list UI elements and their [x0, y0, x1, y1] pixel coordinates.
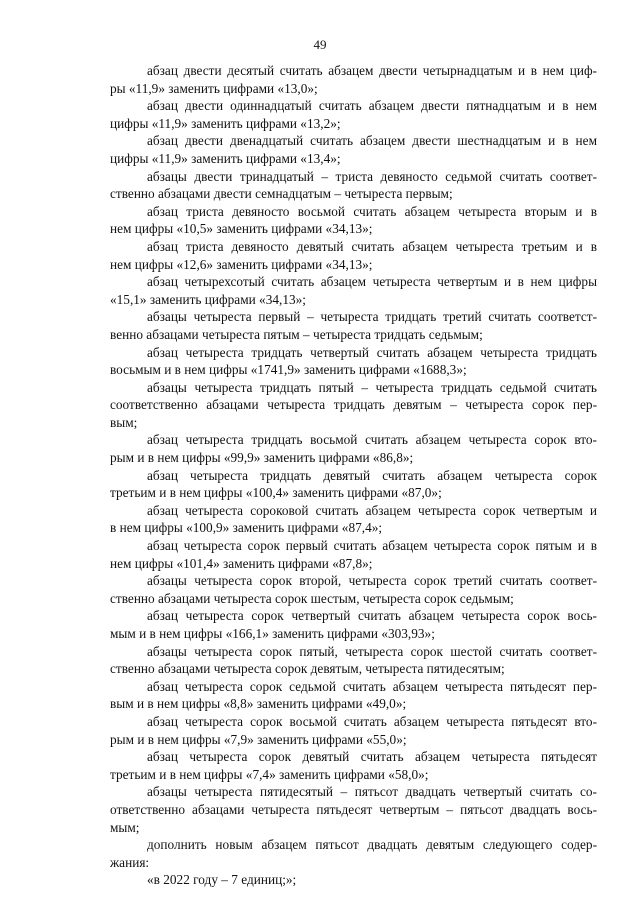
paragraph-line: ственно абзацами двести семнадцатым – четыреста первым;	[110, 186, 453, 202]
paragraph-line: жания:	[110, 854, 150, 870]
paragraph-line: абзац четырехсотый считать абзацем четыреста четвертым и в нем цифры	[147, 274, 597, 290]
paragraph	[110, 431, 597, 466]
paragraph-line: восьмым и в нем цифры «1741,9» заменить цифрами «1688,3»;	[110, 362, 467, 378]
paragraph-line: третьим и в нем цифры «100,4» заменить цифрами «87,0»;	[110, 485, 442, 501]
paragraph-line: нем цифры «10,5» заменить цифрами «34,13»;	[110, 221, 373, 237]
paragraph	[110, 713, 597, 748]
paragraph-line: цифры «11,9» заменить цифрами «13,2»;	[110, 115, 341, 131]
paragraph	[110, 238, 597, 273]
paragraph-line: ственно абзацами четыреста сорок девятым, четыреста пятидесятым;	[110, 661, 505, 677]
paragraph-line: абзацы четыреста сорок пятый, четыреста сорок шестой считать соответ-	[147, 643, 597, 659]
paragraph-line: венно абзацами четыреста пятым – четыреста тридцать седьмым;	[110, 326, 483, 342]
paragraph	[110, 678, 597, 713]
paragraph-line: нем цифры «12,6» заменить цифрами «34,13»;	[110, 256, 373, 272]
paragraph-line: абзац двести одиннадцатый считать абзацем двести пятнадцатым и в нем	[147, 98, 597, 114]
paragraph	[110, 643, 597, 678]
paragraph	[110, 379, 597, 432]
paragraph-line: соответственно абзацами четыреста тридцать девятым – четыреста сорок пер-	[110, 397, 597, 413]
paragraph-line: мым и в нем цифры «166,1» заменить цифрами «303,93»;	[110, 626, 435, 641]
paragraph	[110, 502, 597, 537]
paragraph-line: в нем цифры «100,9» заменить цифрами «87,4»;	[110, 520, 383, 536]
paragraph-line: абзац четыреста сорок четвертый считать абзацем четыреста сорок вось-	[147, 608, 597, 624]
paragraph-line: абзацы четыреста тридцать пятый – четыреста тридцать седьмой считать	[147, 379, 597, 395]
paragraph-line: вым и в нем цифры «8,8» заменить цифрами «49,0»;	[110, 696, 407, 712]
paragraph-line: абзац четыреста сорок первый считать абзацем четыреста сорок пятым и в	[147, 538, 597, 554]
paragraph	[110, 537, 597, 572]
paragraph	[110, 168, 597, 203]
paragraph	[110, 748, 597, 783]
paragraph	[110, 203, 597, 238]
paragraph-line: «15,1» заменить цифрами «34,13»;	[110, 291, 306, 307]
paragraph-line: абзацы четыреста сорок второй, четыреста сорок третий считать соответ-	[147, 573, 597, 589]
paragraph	[110, 97, 597, 132]
paragraph	[110, 308, 597, 343]
paragraph-line: абзац четыреста тридцать четвертый считать абзацем четыреста тридцать	[147, 344, 597, 360]
paragraph-line: абзац четыреста сороковой считать абзацем четыреста сорок четвертым и	[147, 502, 597, 518]
paragraph-line: «в 2022 году – 7 единиц;»;	[147, 872, 297, 888]
paragraph-line: ры «11,9» заменить цифрами «13,0»;	[110, 80, 318, 96]
page-number: 49	[313, 37, 327, 52]
paragraph	[110, 62, 597, 97]
paragraph-line: абзац триста девяносто девятый считать абзацем четыреста третьим и в	[147, 238, 597, 254]
paragraph-line: абзацы двести тринадцатый – триста девяносто седьмой считать соответ-	[147, 168, 597, 184]
paragraph-line: абзац триста девяносто восьмой считать абзацем четыреста вторым и в	[147, 203, 597, 219]
paragraph	[110, 783, 597, 836]
paragraph	[110, 132, 597, 167]
paragraph-line: абзац четыреста сорок восьмой считать абзацем четыреста пятьдесят вто-	[147, 713, 597, 729]
paragraph-line: абзац двести двенадцатый считать абзацем двести шестнадцатым и в нем	[147, 133, 597, 149]
paragraph-line: абзац четыреста тридцать девятый считать абзацем четыреста сорок	[147, 467, 597, 483]
paragraph	[110, 572, 597, 607]
paragraph-line: дополнить новым абзацем пятьсот двадцать девятым следующего содер-	[147, 837, 597, 853]
paragraph	[110, 467, 597, 502]
paragraph-line: абзацы четыреста пятидесятый – пятьсот двадцать четвертый считать со-	[147, 784, 597, 800]
paragraph-line: абзац двести десятый считать абзацем двести четырнадцатым и в нем циф-	[147, 63, 597, 78]
paragraph-line: ственно абзацами четыреста сорок шестым, четыреста сорок седьмым;	[110, 590, 514, 606]
paragraph-line: вым;	[110, 414, 138, 430]
paragraph-line: нем цифры «101,4» заменить цифрами «87,8»;	[110, 555, 373, 571]
paragraph-line: рым и в нем цифры «99,9» заменить цифрами «86,8»;	[110, 450, 414, 466]
paragraph-line: абзац четыреста сорок девятый считать абзацем четыреста пятьдесят	[147, 749, 597, 765]
paragraph-line: третьим и в нем цифры «7,4» заменить цифрами «58,0»;	[110, 766, 429, 782]
paragraph-line: абзацы четыреста первый – четыреста тридцать третий считать соответст-	[147, 309, 597, 325]
paragraph	[110, 607, 597, 642]
paragraph-line: цифры «11,9» заменить цифрами «13,4»;	[110, 150, 341, 166]
paragraph	[110, 273, 597, 308]
paragraph-line: рым и в нем цифры «7,9» заменить цифрами «55,0»;	[110, 731, 407, 747]
paragraph-line: мым;	[110, 819, 140, 835]
paragraph-line: абзац четыреста сорок седьмой считать абзацем четыреста пятьдесят пер-	[147, 678, 597, 694]
paragraph-line: абзац четыреста тридцать восьмой считать абзацем четыреста сорок вто-	[147, 432, 597, 448]
paragraph	[110, 344, 597, 379]
paragraph	[110, 871, 597, 889]
document-body	[110, 62, 597, 889]
paragraph	[110, 836, 597, 871]
paragraph-line: ответственно абзацами четыреста пятьдесят четвертым – пятьсот двадцать вось-	[110, 801, 597, 817]
